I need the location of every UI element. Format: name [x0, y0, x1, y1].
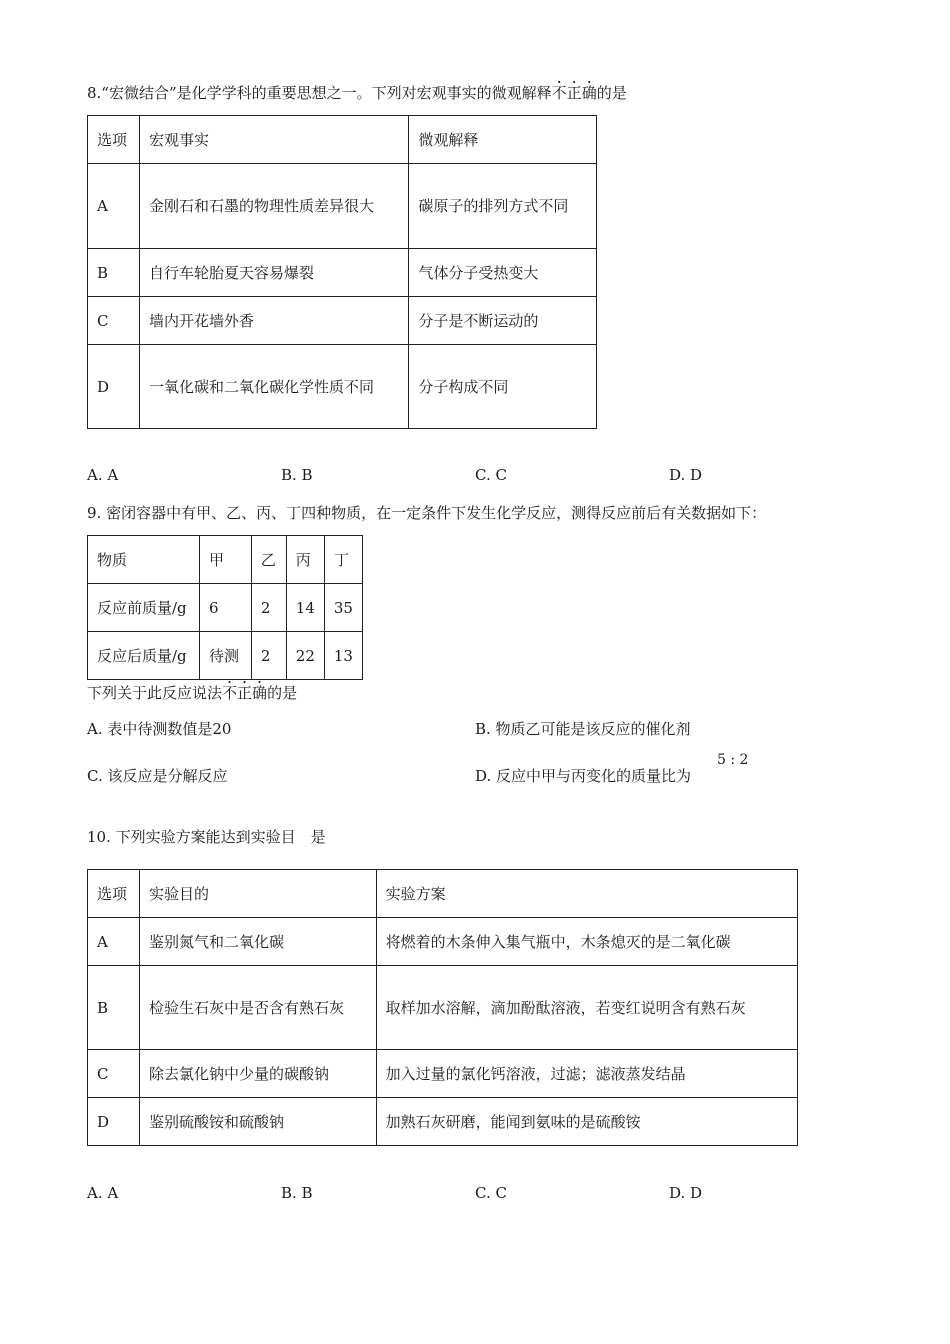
q9-row-after-jia: 待测: [199, 632, 251, 680]
q9-row-before-jia: 6: [199, 584, 251, 632]
q9-row-before-ding: 35: [324, 584, 362, 632]
q8-row-c-option: C: [88, 297, 140, 345]
q10-choice-a: A. A: [87, 1184, 119, 1202]
q10-row-c-goal: 除去氯化钠中少量的碳酸钠: [139, 1050, 376, 1098]
q10-row-b-option: B: [88, 966, 140, 1050]
q8-row-b-option: B: [88, 249, 140, 297]
q10-choice-b: B. B: [281, 1184, 313, 1202]
q9-question-suffix: 的是: [267, 684, 298, 702]
q8-header-fact: 宏观事实: [139, 116, 408, 164]
q10-header-option: 选项: [88, 870, 140, 918]
q10-row-c-plan: 加入过量的氯化钙溶液，过滤；滤液蒸发结晶: [376, 1050, 797, 1098]
q10-stem: 10. 下列实验方案能达到实验目 是: [87, 828, 326, 846]
q8-choice-a: A. A: [87, 466, 119, 484]
q10-row-d-goal: 鉴别硫酸铵和硫酸钠: [139, 1098, 376, 1146]
q10-row-b-goal: 检验生石灰中是否含有熟石灰: [139, 966, 376, 1050]
q9-table: [87, 535, 363, 680]
q9-row-before-yi: 2: [251, 584, 286, 632]
q8-emph-1: 不: [551, 84, 567, 102]
q9-emph-3: 确: [252, 684, 268, 702]
q10-header-plan: 实验方案: [376, 870, 797, 918]
q9-row-after-label: 反应后质量/g: [88, 632, 200, 680]
q8-row-c-fact: 墙内开花墙外香: [139, 297, 408, 345]
q10-row-d-plan: 加熟石灰研磨，能闻到氨味的是硫酸铵: [376, 1098, 797, 1146]
q8-row-b-expl: 气体分子受热变大: [409, 249, 597, 297]
q8-choice-d: D. D: [669, 466, 703, 484]
q9-header-yi: 乙: [251, 536, 286, 584]
q9-emph-1: 不: [222, 684, 238, 702]
q10-header-goal: 实验目的: [139, 870, 376, 918]
q9-question-text: 下列关于此反应说法: [87, 684, 223, 702]
q8-choice-b: B. B: [281, 466, 313, 484]
q8-stem-text: 8.“宏微结合”是化学学科的重要思想之一。下列对宏观事实的微观解释: [87, 84, 552, 102]
q10-choice-c: C. C: [475, 1184, 507, 1202]
q8-stem-suffix: 的是: [596, 84, 627, 102]
q9-question: [87, 682, 297, 703]
q9-header-bing: 丙: [286, 536, 324, 584]
q8-emph-3: 确: [581, 84, 597, 102]
q8-choice-c: C. C: [475, 466, 507, 484]
q9-choice-d: D. 反应中甲与丙变化的质量比为: [475, 767, 692, 785]
q8-stem: [87, 82, 627, 103]
q9-choice-c: C. 该反应是分解反应: [87, 767, 228, 785]
q9-row-after-ding: 13: [324, 632, 362, 680]
q8-row-a-fact: 金刚石和石墨的物理性质差异很大: [139, 164, 408, 249]
q10-row-a-option: A: [88, 918, 140, 966]
q9-emph-2: 正: [237, 684, 253, 702]
q8-table: [87, 115, 597, 429]
q8-row-d-option: D: [88, 345, 140, 429]
q9-row-after-yi: 2: [251, 632, 286, 680]
q8-emph-2: 正: [566, 84, 582, 102]
q10-row-d-option: D: [88, 1098, 140, 1146]
q9-choice-d-ratio: 5 : 2: [717, 752, 749, 768]
q10-row-c-option: C: [88, 1050, 140, 1098]
q8-row-c-expl: 分子是不断运动的: [409, 297, 597, 345]
q9-header-jia: 甲: [199, 536, 251, 584]
q10-choice-d: D. D: [669, 1184, 703, 1202]
q9-header-substance: 物质: [88, 536, 200, 584]
q9-row-before-label: 反应前质量/g: [88, 584, 200, 632]
q9-stem: 9. 密闭容器中有甲、乙、丙、丁四种物质，在一定条件下发生化学反应，测得反应前后有关数据如下：: [87, 504, 767, 522]
q8-row-b-fact: 自行车轮胎夏天容易爆裂: [139, 249, 408, 297]
q9-choice-a: A. 表中待测数值是20: [87, 720, 232, 738]
q8-header-expl: 微观解释: [409, 116, 597, 164]
q10-table: [87, 869, 798, 1146]
q8-row-d-expl: 分子构成不同: [409, 345, 597, 429]
q10-row-a-plan: 将燃着的木条伸入集气瓶中，木条熄灭的是二氧化碳: [376, 918, 797, 966]
q9-header-ding: 丁: [324, 536, 362, 584]
q10-row-a-goal: 鉴别氮气和二氧化碳: [139, 918, 376, 966]
q8-row-a-option: A: [88, 164, 140, 249]
q9-choice-b: B. 物质乙可能是该反应的催化剂: [475, 720, 691, 738]
q9-row-after-bing: 22: [286, 632, 324, 680]
q8-row-d-fact: 一氧化碳和二氧化碳化学性质不同: [139, 345, 408, 429]
q8-header-option: 选项: [88, 116, 140, 164]
q9-row-before-bing: 14: [286, 584, 324, 632]
q10-row-b-plan: 取样加水溶解，滴加酚酞溶液，若变红说明含有熟石灰: [376, 966, 797, 1050]
q8-row-a-expl: 碳原子的排列方式不同: [409, 164, 597, 249]
